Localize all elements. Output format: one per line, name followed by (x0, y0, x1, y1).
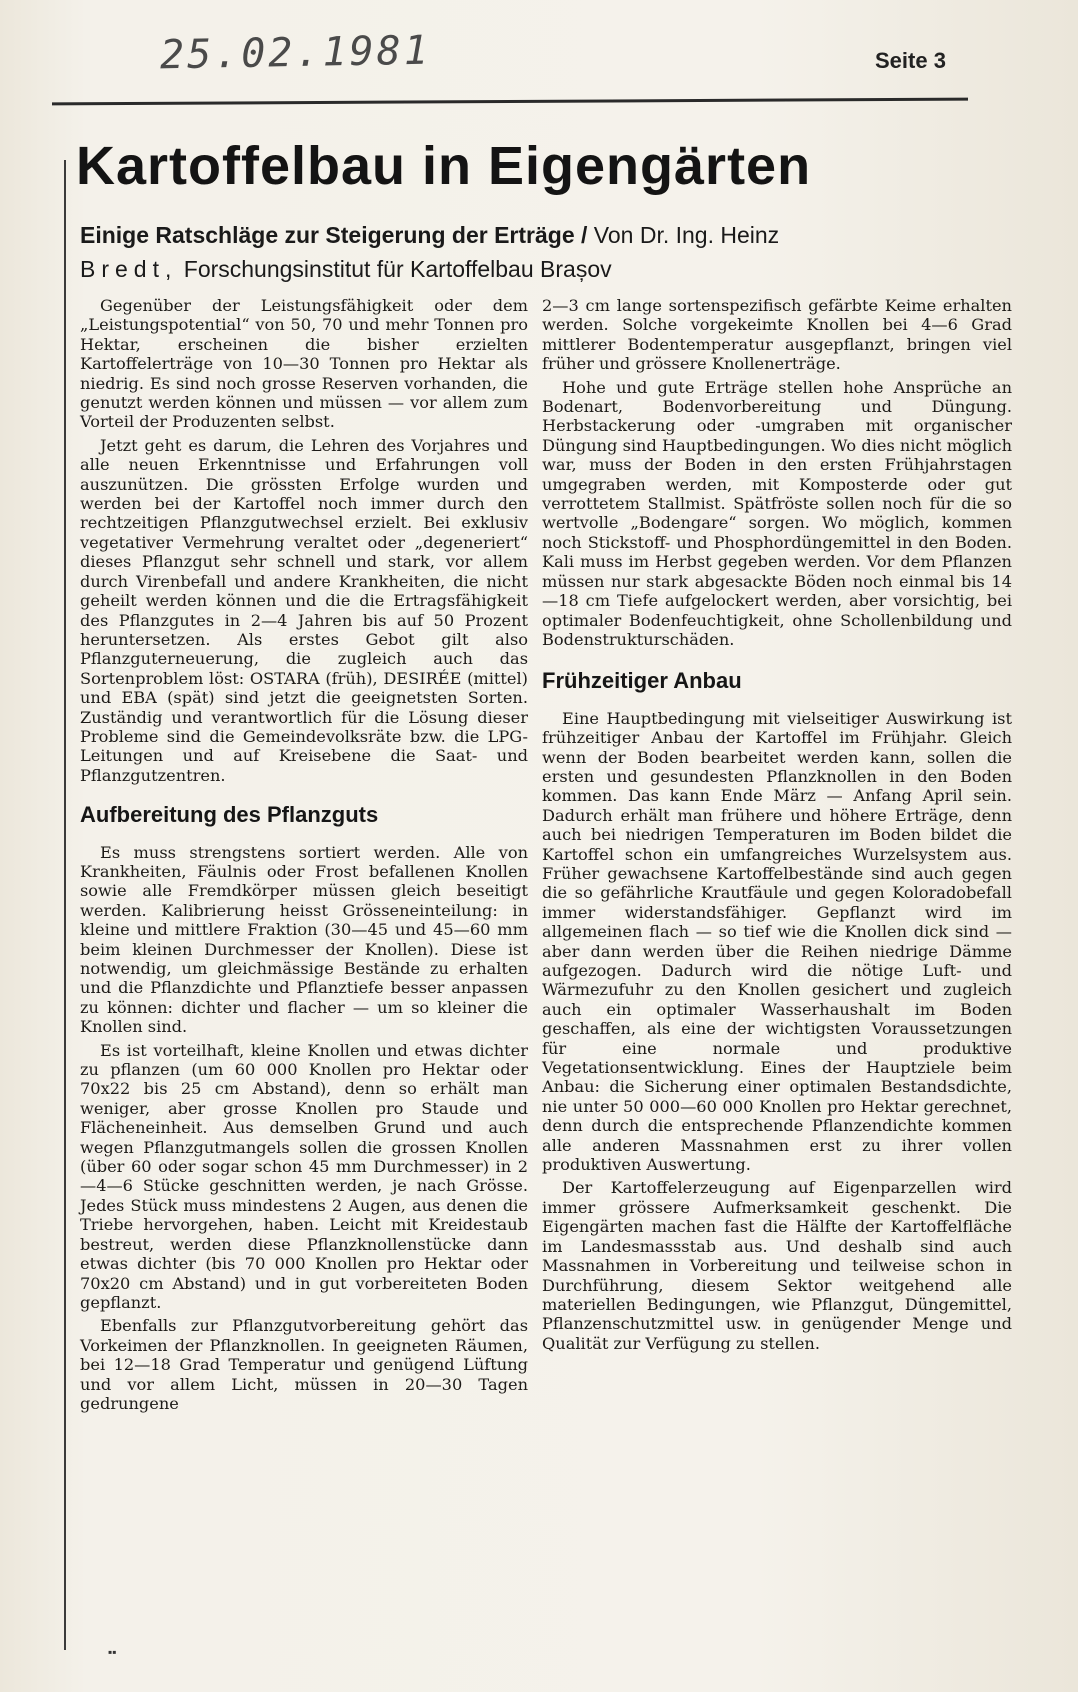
author-affiliation: Forschungsinstitut für Kartoffelbau Brașov (183, 256, 612, 282)
article-headline: Kartoffelbau in Eigengärten (76, 136, 812, 196)
left-column (80, 296, 528, 1417)
section-heading: Aufbereitung des Pflanzguts (80, 802, 379, 828)
handwritten-date: 25.02.1981 (159, 27, 432, 79)
paragraph: Jetzt geht es darum, die Lehren des Vorjahres und alle neuen Erkenntnisse und Erfahrungen voll auszunützen. Die grössten Erfolge wurden und werden bei der Kartoffel noch immer durch den rechtzeitigen Pflanzgutwechsel erzielt. Bei exklusiv vegetativer Vermehrung veraltet oder „degeneriert“ dieses Pflanzgut sehr schnell und stark, vor allem durch Virenbefall und andere Krankheiten, die nicht geheilt werden können und die die Ertragsfähigkeit des Pflanzgutes in 2—4 Jahren bis auf 50 Prozent heruntersetzen. Als erstes Gebot gilt also Pflanzguterneuerung, die zugleich auch das Sortenproblem löst: OSTARA (früh), DESIRÉE (mittel) und EBA (spät) sind jetzt die geeignetsten Sorten. Zuständig und verantwortlich für die Lösung dieser Probleme sind die Gemeindevolksräte bzw. die LPG-Leitungen und auf Kreisebene die Saat- und Pflanzgutzentren. (80, 435, 528, 785)
paragraph: Eine Hauptbedingung mit vielseitiger Auswirkung ist frühzeitiger Anbau der Kartoffel im Frühjahr. Gleich wenn der Boden bearbeitet werden kann, sollen die ersten und gesundesten Pflanzknollen in den Boden kommen. Das kann Ende März — Anfang April sein. Dadurch erhält man frühere und höhere Erträge, denn auch bei niedrigen Temperaturen im Boden bildet die Kartoffel schon ein umfangreiches Wurzelsystem aus. Früher gewachsene Kartoffelbestände sind auch gegen die so gefährliche Krautfäule und gegen Koloradobefall immer widerstandsfähiger. Gepflanzt wird im allgemeinen flach — so tief wie die Knollen dick sind — aber dann werden über die Reihen niedrige Dämme aufgezogen. Dadurch wird die nötige Luft- und Wärmezufuhr zu den Knollen gesichert und zugleich auch ein optimaler Wasserhaushalt im Boden geschaffen, als eine der wichtigsten Voraussetzungen für eine normale und produktive Vegetationsentwicklung. Eines der Hauptziele beim Anbau: die Sicherung einer optimalen Bestandsdichte, nie unter 50 000—60 000 Knollen pro Hektar gerechnet, denn durch die entsprechende Pflanzendichte kommen alle anderen Massnahmen erst zu ihrer vollen produktiven Auswertung. (542, 708, 1012, 1175)
subhead-author-prefix: Von Dr. Ing. Heinz (593, 222, 780, 248)
right-column (542, 296, 1012, 1357)
author-name: Bredt, (80, 256, 178, 282)
top-rule (52, 98, 968, 106)
left-column-rule (64, 160, 66, 1650)
article-subhead (80, 218, 960, 286)
subhead-title: Einige Ratschläge zur Steigerung der Erträge / (80, 222, 588, 248)
paragraph: Ebenfalls zur Pflanzgutvorbereitung gehört das Vorkeimen der Pflanzknollen. In geeigneten Räumen, bei 12—18 Grad Temperatur und genügend Lüftung und vor allem Licht, müssen in 20—30 Tagen gedrungene (80, 1316, 528, 1413)
paragraph: Gegenüber der Leistungsfähigkeit oder dem „Leistungspotential“ von 50, 70 und mehr Tonnen pro Hektar, erscheinen die bisher erzielten Kartoffelerträge von 10—30 Tonnen pro Hektar als niedrig. Es sind noch grosse Reserven vorhanden, die genutzt werden können und müssen — vor allem zum Vorteil der Produzenten selbst. (80, 296, 528, 432)
paragraph: Der Kartoffelerzeugung auf Eigenparzellen wird immer grössere Aufmerksamkeit geschenkt. Die Eigengärten machen fast die Hälfte der Kartoffelfläche im Landesmassstab aus. Und deshalb sind auch Massnahmen in Vorbereitung und teilweise schon in Durchführung, diesem Sektor weitgehend alle materiellen Bedingungen, wie Pflanzgut, Düngemittel, Pflanzenschutzmittel usw. in genügender Menge und Qualität zur Verfügung zu stellen. (542, 1178, 1012, 1353)
paragraph: Hohe und gute Erträge stellen hohe Ansprüche an Bodenart, Bodenvorbereitung und Düngung. Herbstackerung oder -umgraben mit organischer Düngung sind Hauptbedingungen. Wo dies nicht möglich war, muss der Boden in den ersten Frühjahrstagen umgegraben werden, mit Komposterde oder gut verrottetem Stallmist. Spätfröste sollen noch für die so wertvolle „Bodengare“ sorgen. Wo möglich, kommen noch Stickstoff- und Phosphordüngemittel in den Boden. Kali muss im Herbst gegeben werden. Vor dem Pflanzen müssen nur stark abgesackte Böden noch einmal bis 14—18 cm Tiefe aufgelockert werden, aber vorsichtig, bei optimaler Bodenfeuchtigkeit, ohne Schollenbildung und Bodenstrukturschäden. (542, 377, 1012, 649)
paragraph: Es ist vorteilhaft, kleine Knollen und etwas dichter zu pflanzen (um 60 000 Knollen pro Hektar oder 70x22 bis 25 cm Abstand), denn so erhält man weniger, aber grosse Knollen pro Staude und Flächeneinheit. Aus demselben Grund und auch wegen Pflanzgutmangels sollen die grossen Knollen (über 60 oder sogar schon 45 mm Durchmesser) in 2—4—6 Stücke geschnitten werden, je nach Grösse. Jedes Stück muss mindestens 2 Augen, aus denen die Triebe hervorgehen, haben. Leicht mit Kreidestaub bestreut, werden diese Pflanzknollenstücke dann etwas dichter (bis 70 000 Knollen pro Hektar oder 70x20 cm Abstand) und in gut vorbereiteten Boden gepflanzt. (80, 1040, 528, 1312)
footer-mark: ▪▪ (108, 1645, 117, 1659)
section-heading: Frühzeitiger Anbau (542, 668, 742, 694)
paragraph: 2—3 cm lange sortenspezifisch gefärbte Keime erhalten werden. Solche vorgekeimte Knollen bei 4—6 Grad mittlerer Bodentemperatur ausgepflanzt, bringen viel früher und grössere Knollenerträge. (542, 296, 1012, 374)
page-number: Seite 3 (875, 48, 946, 73)
paragraph: Es muss strengstens sortiert werden. Alle von Krankheiten, Fäulnis oder Frost befallenen Knollen sowie alle Fremdkörper müssen gleich beseitigt werden. Kalibrierung heisst Grösseneinteilung: in kleine und mittlere Fraktion (30—45 und 45—60 mm beim kleinen Durchmesser der Knollen). Diese ist notwendig, um gleichmässige Bestände zu erhalten und die Pflanzdichte und Pflanztiefe besser anpassen zu können: dichter und flacher — um so kleiner die Knollen sind. (80, 842, 528, 1037)
